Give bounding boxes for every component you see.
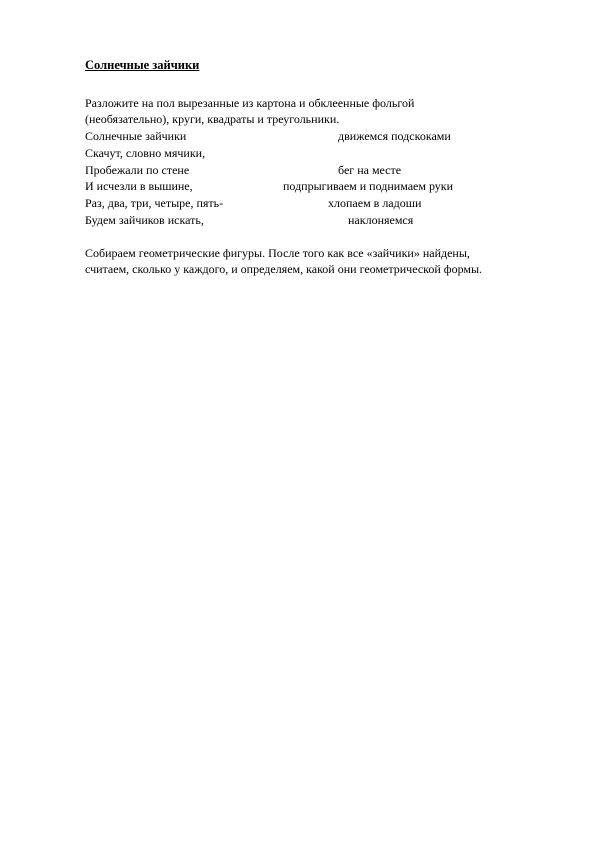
document-title: Солнечные зайчики: [85, 58, 200, 72]
poem-action: движемся подскоками: [338, 129, 451, 143]
poem-verse: Будем зайчиков искать,: [85, 212, 204, 227]
outro-paragraph: [85, 245, 565, 277]
poem-action: подпрыгиваем и поднимаем руки: [283, 179, 454, 194]
poem-row: [85, 145, 565, 162]
poem-row: [85, 195, 565, 212]
poem-row: [85, 162, 565, 179]
poem-verse: Пробежали по стене: [85, 162, 190, 177]
poem-row: [85, 178, 565, 195]
poem-action: бег на месте: [338, 162, 402, 177]
outro-line: Собираем геометрические фигуры. После того как все «зайчики» найдены,: [85, 246, 470, 260]
poem-verse: Солнечные зайчики: [85, 129, 187, 143]
intro-paragraph: [85, 95, 565, 127]
poem-verse: Раз, два, три, четыре, пять-: [85, 196, 224, 211]
outro-line: считаем, сколько у каждого, и определяем, какой они геометрической формы.: [85, 262, 483, 276]
poem-row: [85, 212, 565, 229]
intro-line: (необязательно), круги, квадраты и треугольники.: [85, 112, 340, 126]
poem-row: [85, 128, 565, 145]
poem-block: [85, 128, 565, 229]
intro-line: Разложите на пол вырезанные из картона и обклеенные фольгой: [85, 96, 415, 110]
poem-action: хлопаем в ладоши: [328, 196, 422, 211]
poem-verse: И исчезли в вышине,: [85, 179, 193, 194]
poem-verse: Скачут, словно мячики,: [85, 145, 206, 160]
poem-action: наклоняемся: [348, 212, 414, 227]
